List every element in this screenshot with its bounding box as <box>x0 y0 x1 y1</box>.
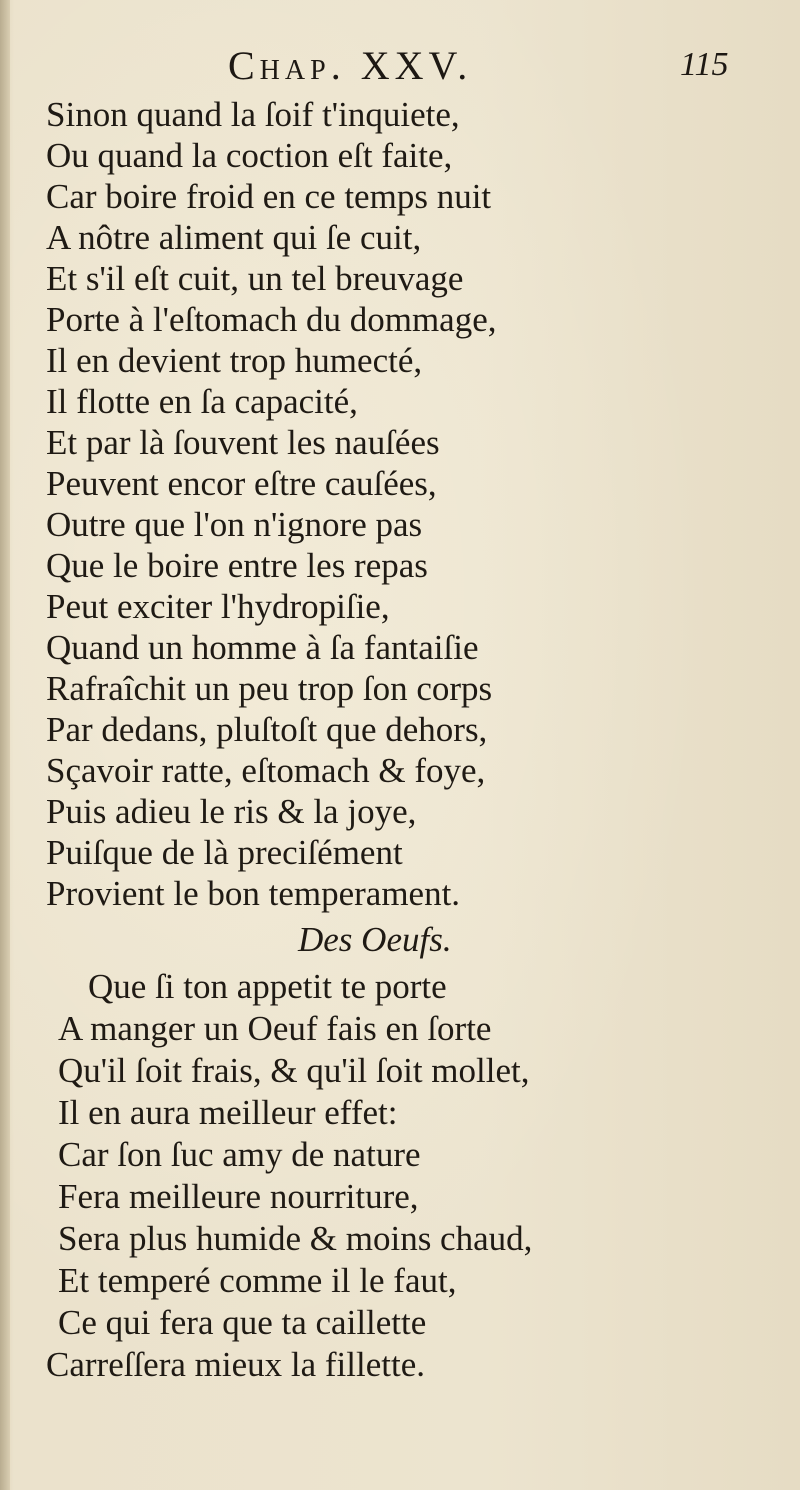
verse-line: Carreſſera mieux la fillette. <box>46 1345 425 1384</box>
verse-line: Il en aura meilleur effet: <box>58 1093 398 1132</box>
verse-line: Outre que l'on n'ignore pas <box>46 505 423 544</box>
section-title: Des Oeufs. <box>298 920 452 959</box>
verse-line: Quand un homme à ſa fantaiſie <box>46 628 479 667</box>
verse-line: Qu'il ſoit frais, & qu'il ſoit mollet, <box>58 1051 530 1090</box>
verse-line: Fera meilleure nourriture, <box>58 1177 419 1216</box>
chapter-heading: Chap. XXV. <box>228 43 473 88</box>
verse-line: Sera plus humide & moins chaud, <box>58 1219 533 1258</box>
verse-line: Et s'il eſt cuit, un tel breuvage <box>46 259 464 298</box>
page-number: 115 <box>680 46 729 83</box>
verse-line: Ou quand la coction eſt faite, <box>46 136 453 175</box>
verse-line: Que le boire entre les repas <box>46 546 428 585</box>
verse-line: A manger un Oeuf fais en ſorte <box>58 1009 492 1048</box>
verse-line: Peut exciter l'hydropiſie, <box>46 587 390 626</box>
verse-line: Car ſon ſuc amy de nature <box>58 1135 421 1174</box>
verse-line: Et temperé comme il le faut, <box>58 1261 457 1300</box>
verse-line: Car boire froid en ce temps nuit <box>46 177 492 216</box>
verse-line: Que ſi ton appetit te porte <box>88 967 447 1006</box>
verse-line: Provient le bon temperament. <box>46 874 461 913</box>
verse-line: Par dedans, pluſtoſt que dehors, <box>46 710 488 749</box>
verse-line: Sçavoir ratte, eſtomach & foye, <box>46 751 486 790</box>
verse-line: Il en devient trop humecté, <box>46 341 423 380</box>
verse-line: Ce qui fera que ta caillette <box>58 1303 427 1342</box>
verse-line: Rafraîchit un peu trop ſon corps <box>46 669 493 708</box>
verse-line: Et par là ſouvent les nauſées <box>46 423 440 462</box>
verse-line: Peuvent encor eſtre cauſées, <box>46 464 437 503</box>
verse-line: Puis adieu le ris & la joye, <box>46 792 417 831</box>
verse-line: Porte à l'eſtomach du dommage, <box>46 300 497 339</box>
verse-line: Sinon quand la ſoif t'inquiete, <box>46 95 460 134</box>
verse-line: Puiſque de là preciſément <box>46 833 403 872</box>
verse-line: A nôtre aliment qui ſe cuit, <box>46 218 422 257</box>
verse-line: Il flotte en ſa capacité, <box>46 382 358 421</box>
